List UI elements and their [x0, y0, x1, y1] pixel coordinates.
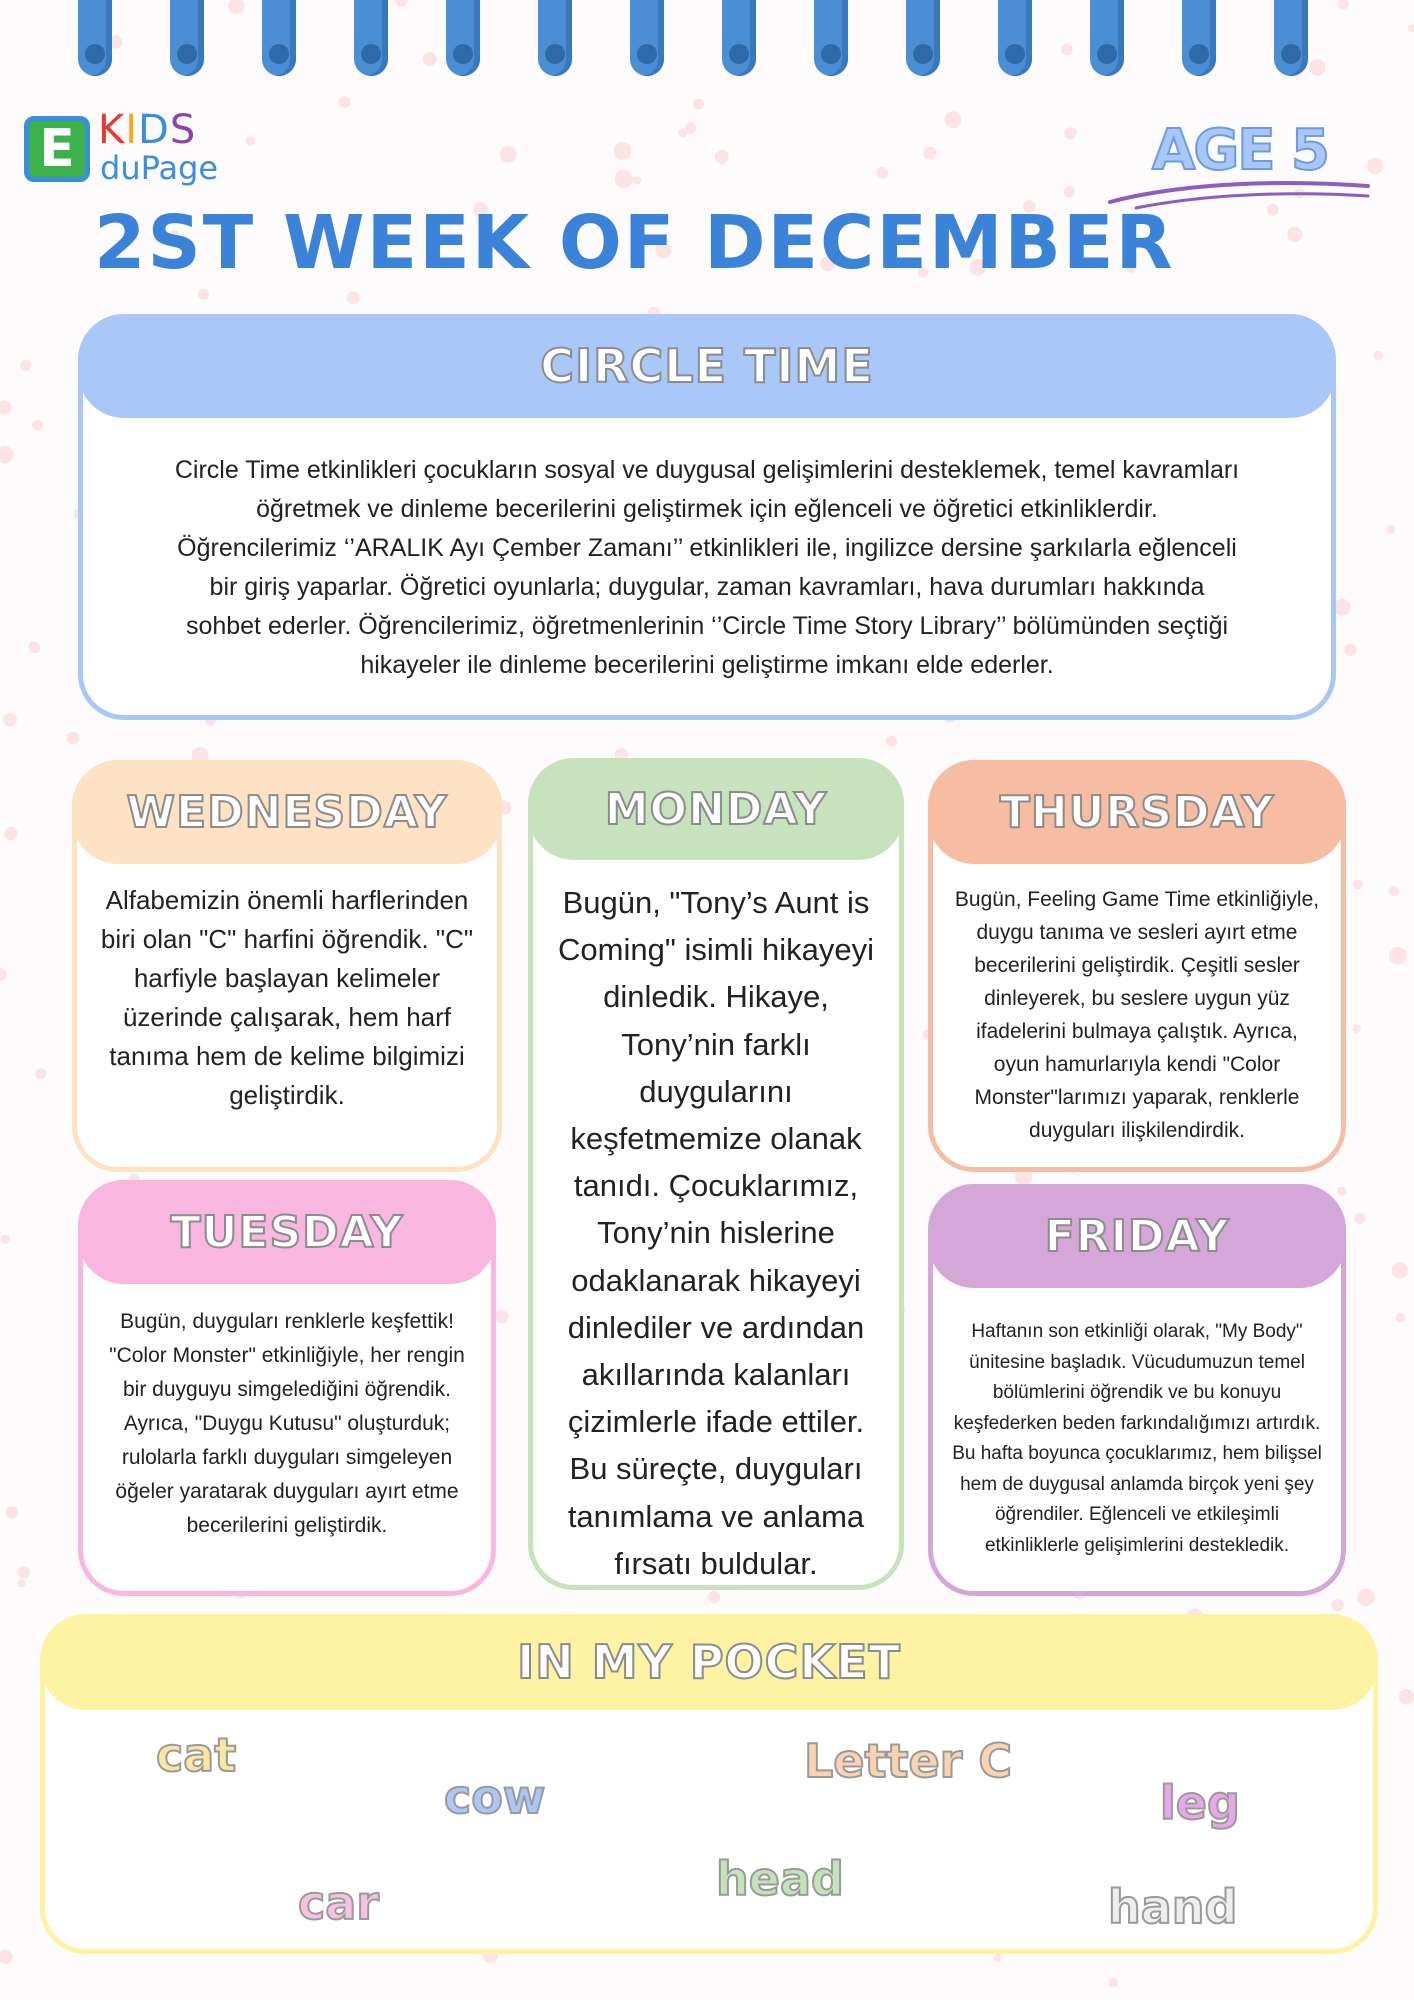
background-dot: [67, 732, 80, 745]
background-dot: [715, 150, 729, 164]
body-line: geliştirdik.: [229, 1080, 345, 1110]
body-line: becerilerini geliştirdik. Çeşitli sesler: [974, 954, 1300, 977]
friday-body: [933, 1317, 1341, 1561]
binding-ring: [1182, 0, 1216, 76]
body-line: bir duyguyu simgelediğini öğrendik.: [122, 1378, 452, 1401]
background-dot: [945, 111, 962, 128]
logo-kids-letter: D: [138, 107, 170, 153]
binding-ring: [1090, 0, 1124, 76]
body-line: hikayeler ile dinleme becerilerini geliştirme imkanı elde ederler.: [360, 651, 1054, 679]
thursday-body: [933, 883, 1341, 1147]
body-line: Monster"larımızı yaparak, renklerle: [974, 1086, 1300, 1109]
binding-ring: [262, 0, 296, 76]
monday-body: [533, 879, 899, 1587]
body-line: Bugün, Feeling Game Time etkinliğiyle,: [954, 888, 1320, 911]
tuesday-card: [78, 1180, 496, 1596]
friday-heading: FRIDAY: [1044, 1210, 1230, 1262]
body-line: keşfederken beden farkındalığımızı artırdık.: [953, 1412, 1321, 1434]
pocket-word: hand: [1108, 1880, 1238, 1934]
body-line: Coming" isimli hikayeyi: [558, 932, 874, 968]
thursday-heading: THURSDAY: [999, 786, 1275, 838]
body-line: akıllarında kalanları: [581, 1357, 851, 1393]
circle-time-card: [78, 314, 1336, 720]
background-dot: [615, 170, 633, 188]
body-line: harfiyle başlayan kelimeler: [133, 963, 441, 993]
logo-mark: E: [24, 116, 90, 182]
background-dot: [1, 1235, 10, 1244]
binding-ring: [78, 0, 112, 76]
friday-card: [928, 1184, 1346, 1596]
background-dot: [994, 1954, 1002, 1962]
background-dot: [245, 136, 255, 146]
binding-ring: [446, 0, 480, 76]
body-line: oyun hamurlarıyla kendi "Color: [993, 1053, 1281, 1076]
body-line: fırsatı buldular.: [614, 1545, 818, 1581]
background-dot: [1353, 880, 1363, 890]
logo-dupage-text: duPage: [100, 149, 219, 187]
tuesday-body: [83, 1305, 491, 1543]
wednesday-heading: WEDNESDAY: [126, 786, 448, 838]
body-line: ünitesine başladık. Vücudumuzun temel: [969, 1351, 1305, 1373]
background-dot: [876, 167, 888, 179]
body-line: bölümlerini öğrendik ve bu konuyu: [992, 1382, 1282, 1403]
binding-ring: [630, 0, 664, 76]
background-dot: [0, 1950, 12, 1964]
background-dot: [1392, 1262, 1408, 1278]
body-line: üzerinde çalışarak, hem harf: [122, 1002, 452, 1032]
background-dot: [1354, 1213, 1365, 1224]
pocket-word: Letter C: [804, 1734, 1013, 1788]
body-line: bir giriş yaparlar. Öğretici oyunlarla; duygular, zaman kavramları, hava durumları hakkında: [209, 573, 1205, 601]
body-line: dinlediler ve ardından: [567, 1309, 865, 1345]
background-dot: [633, 176, 641, 184]
pocket-word: head: [716, 1852, 844, 1906]
body-line: öğrendiler. Eğlenceli ve etkileşimli: [994, 1504, 1280, 1525]
background-dot: [18, 1566, 30, 1578]
monday-heading: MONDAY: [604, 783, 828, 835]
body-line: duyguları ilişkilendirdik.: [1029, 1119, 1245, 1142]
background-dot: [1387, 525, 1396, 534]
body-line: dinledik. Hikaye,: [603, 979, 829, 1015]
background-dot: [678, 128, 687, 137]
circle-time-heading: CIRCLE TIME: [540, 339, 874, 393]
body-line: tanıma hem de kelime bilgimizi: [109, 1041, 465, 1071]
background-dot: [1357, 1589, 1374, 1606]
pocket-word: cat: [156, 1728, 237, 1782]
page-title: 2ST WEEK OF DECEMBER: [94, 200, 1175, 286]
binding-ring: [906, 0, 940, 76]
tuesday-heading: TUESDAY: [170, 1206, 404, 1258]
binding-ring: [1274, 0, 1308, 76]
body-line: Circle Time etkinlikleri çocukların sosyal ve duygusal gelişimlerini desteklemek, temel kavramları: [174, 456, 1240, 484]
background-dot: [32, 420, 43, 431]
background-dot: [1287, 227, 1302, 242]
pocket-word: car: [298, 1876, 379, 1930]
body-line: rulolarla farklı duyguları simgeleyen: [121, 1446, 453, 1469]
body-line: odaklanarak hikayeyi: [571, 1262, 861, 1298]
binding-ring: [814, 0, 848, 76]
body-line: sohbet ederler. Öğrencilerimiz, öğretmenlerinin ‘’Circle Time Story Library’’ bölümünden seçtiği: [185, 612, 1229, 640]
body-line: Bugün, "Tony’s Aunt is: [562, 885, 870, 920]
background-dot: [886, 736, 897, 747]
body-line: Bugün, duyguları renklerle keşfettik!: [120, 1310, 454, 1333]
background-dot: [614, 142, 632, 160]
body-line: tanımlama ve anlama: [567, 1498, 865, 1534]
background-dot: [1353, 1025, 1361, 1033]
background-dot: [923, 147, 936, 160]
body-line: biri olan "C" harfini öğrendik. "C": [100, 924, 474, 954]
thursday-card: [928, 760, 1346, 1172]
background-dot: [1374, 351, 1383, 360]
body-line: Tony’nin hislerine: [597, 1215, 835, 1251]
age-badge: AGE 5: [1152, 118, 1329, 183]
circle-time-header: [78, 314, 1336, 418]
background-dot: [1065, 127, 1077, 139]
background-dot: [1334, 599, 1351, 616]
background-dot: [20, 360, 31, 371]
wednesday-card: [72, 760, 502, 1172]
body-line: "Color Monster" etkinliğiyle, her rengin: [109, 1344, 465, 1367]
background-dot: [1337, 1187, 1346, 1196]
background-dot: [1389, 947, 1407, 965]
binding-ring: [170, 0, 204, 76]
body-line: Bu süreçte, duyguları: [569, 1451, 863, 1487]
body-line: çizimlerle ifade ettiler.: [567, 1404, 865, 1440]
binding-ring: [538, 0, 572, 76]
body-line: etkinliklerle gelişimlerini destekledik.: [984, 1534, 1290, 1556]
background-dot: [0, 400, 11, 414]
body-line: becerilerini geliştirdik.: [186, 1514, 388, 1537]
background-dot: [500, 146, 517, 163]
binding-ring: [354, 0, 388, 76]
body-line: keşfetmemize olanak: [570, 1121, 862, 1157]
in-my-pocket-header: [40, 1614, 1378, 1710]
body-line: dinleyerek, bu seslere uygun yüz: [984, 987, 1290, 1010]
background-dot: [3, 713, 17, 727]
body-line: öğretmek ve dinleme becerilerini geliştirmek için eğlenceli ve öğretici etkinliklerdir.: [256, 495, 1158, 523]
logo: [24, 107, 224, 192]
tuesday-header: [78, 1180, 496, 1284]
background-dot: [6, 1506, 19, 1519]
body-line: Ayrıca, "Duygu Kutusu" oluşturduk;: [123, 1412, 451, 1435]
background-dot: [1389, 886, 1399, 896]
monday-card: [528, 758, 904, 1590]
logo-kids-letter: S: [169, 107, 197, 153]
friday-header: [928, 1184, 1346, 1288]
body-line: Alfabemizin önemli harflerinden: [105, 885, 469, 915]
body-line: tanıdı. Çocuklarımız,: [573, 1168, 859, 1204]
body-line: hem de duygusal anlamda birçok yeni şey: [960, 1473, 1314, 1495]
background-dot: [1064, 186, 1075, 197]
monday-header: [528, 758, 904, 860]
background-dot: [1109, 1978, 1118, 1987]
body-line: öğeler yaratarak duyguları ayırt etme: [115, 1480, 459, 1503]
wednesday-header: [72, 760, 502, 864]
background-dot: [28, 642, 40, 654]
body-line: Tony’nin farklı: [621, 1026, 811, 1062]
background-dot: [1396, 1313, 1406, 1323]
body-line: Öğrencilerimiz ‘’ARALIK Ayı Çember Zamanı’’ etkinlikleri ile, ingilizce dersine şarkılarla eğlenceli: [177, 534, 1237, 562]
background-dot: [495, 1309, 509, 1323]
pocket-word: cow: [444, 1770, 546, 1824]
logo-kids-letter: I: [125, 107, 139, 153]
binding-ring: [722, 0, 756, 76]
background-dot: [4, 827, 17, 840]
wednesday-body: [77, 881, 497, 1115]
background-dot: [708, 1591, 720, 1603]
body-line: ifadelerini bulmaya çalıştık. Ayrıca,: [976, 1020, 1298, 1043]
background-dot: [1399, 1689, 1414, 1705]
body-line: Haftanın son etkinliği olarak, "My Body": [971, 1321, 1303, 1342]
background-dot: [17, 1579, 25, 1587]
background-dot: [0, 968, 7, 981]
logo-kids-text: [98, 108, 196, 152]
binding-ring: [998, 0, 1032, 76]
background-dot: [36, 1068, 47, 1079]
background-dot: [1344, 644, 1356, 656]
background-dot: [693, 99, 704, 110]
thursday-header: [928, 760, 1346, 864]
body-line: duygularını: [639, 1073, 793, 1109]
in-my-pocket-heading: IN MY POCKET: [517, 1635, 901, 1689]
body-line: Bu hafta boyunca çocuklarımız, hem bilişsel: [952, 1443, 1322, 1464]
pocket-word: leg: [1160, 1776, 1240, 1830]
circle-time-body: [83, 451, 1331, 685]
background-dot: [198, 289, 209, 300]
background-dot: [1332, 1599, 1344, 1611]
background-dot: [0, 446, 14, 463]
logo-kids-letter: K: [98, 107, 126, 153]
spiral-binding: [0, 0, 1414, 100]
body-line: duygu tanıma ve sesleri ayırt etme: [976, 921, 1298, 944]
background-dot: [347, 291, 360, 304]
